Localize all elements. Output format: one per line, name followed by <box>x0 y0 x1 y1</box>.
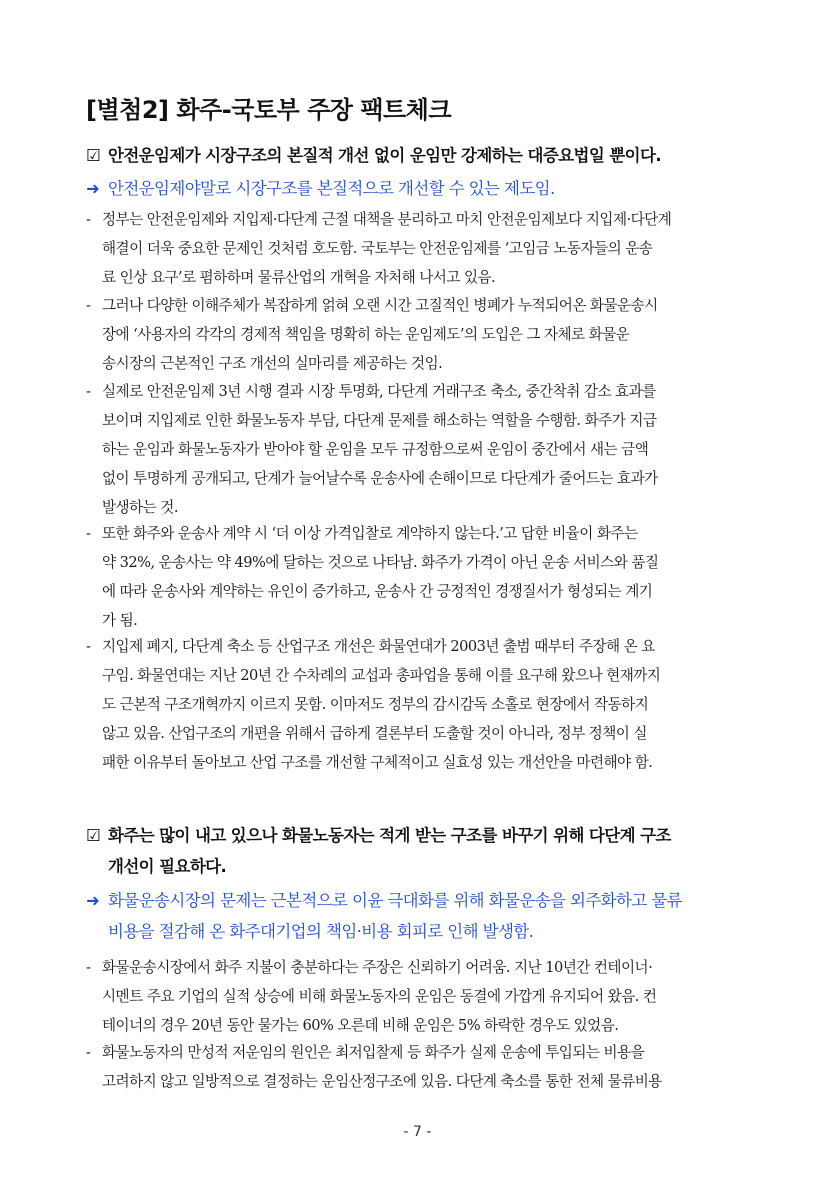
response-heading-2 <box>86 885 758 947</box>
paragraph-line: 정부는 안전운임제와 지입제·다단계 근절 대책을 분리하고 마치 안전운임제보다 지입제·다단계 <box>102 211 672 228</box>
paragraph <box>86 632 760 777</box>
checkbox-icon: ☑ <box>86 146 101 165</box>
dash-bullet: - <box>86 1044 91 1061</box>
paragraph-line: 장에 ‘사용자의 각각의 경제적 책임을 명확히 하는 운임제도’의 도입은 그 자체로 화물운 <box>102 326 630 343</box>
paragraph-line: 약 32%, 운송사는 약 49%에 달하는 것으로 나타남. 화주가 가격이 아닌 운송 서비스와 품질 <box>102 554 659 571</box>
paragraph-line: 하는 운임과 화물노동자가 받아야 할 운임을 모두 규정함으로써 운임이 중간에서 새는 금액 <box>102 441 649 458</box>
response-line: 안전운임제야말로 시장구조를 본질적으로 개선할 수 있는 제도임. <box>108 179 555 198</box>
paragraph-line: 가 됨. <box>102 612 138 629</box>
paragraph-line: 고려하지 않고 일방적으로 결정하는 운임산정구조에 있음. 다단계 축소를 통한 전체 물류비용 <box>102 1073 662 1090</box>
paragraph-line: 실제로 안전운임제 3년 시행 결과 시장 투명화, 다단계 거래구조 축소, 중간착취 감소 효과를 <box>102 383 656 400</box>
paragraph-line: 도 근본적 구조개혁까지 이르지 못함. 이마저도 정부의 감시감독 소홀로 현장에서 작동하지 <box>102 696 649 713</box>
paragraph-line: 없이 투명하게 공개되고, 단계가 늘어날수록 운송사에 손해이므로 다단계가 줄어드는 효과가 <box>102 470 658 487</box>
dash-bullet: - <box>86 211 91 228</box>
response-line: 비용을 절감해 온 화주대기업의 책임·비용 회피로 인해 발생함. <box>108 922 534 941</box>
dash-bullet: - <box>86 383 91 400</box>
paragraph-line: 해결이 더욱 중요한 문제인 것처럼 호도함. 국토부는 안전운임제를 ‘고임금 노동자들의 운송 <box>102 240 653 257</box>
paragraph <box>86 953 760 1040</box>
paragraph-line: 그러나 다양한 이해주체가 복잡하게 얽혀 오랜 시간 고질적인 병폐가 누적되어온 화물운송시 <box>102 297 658 314</box>
dash-bullet: - <box>86 297 91 314</box>
paragraph <box>86 377 760 522</box>
claim-heading-1 <box>86 140 754 171</box>
paragraph-line: 발생하는 것. <box>102 499 178 516</box>
page-title: [별첨2] 화주-국토부 주장 팩트체크 <box>86 96 452 124</box>
paragraph-line: 료 인상 요구’로 폄하하며 물류산업의 개혁을 자처해 나서고 있음. <box>102 269 496 286</box>
paragraph-line: 구임. 화물연대는 지난 20년 간 수차례의 교섭과 총파업을 통해 이를 요구해 왔으나 현재까지 <box>102 667 661 684</box>
paragraph-line: 화물운송시장에서 화주 지불이 충분하다는 주장은 신뢰하기 어려움. 지난 10년간 컨테이너· <box>102 959 653 976</box>
arrow-right-icon: ➜ <box>86 179 100 198</box>
paragraph-line: 시멘트 주요 기업의 실적 상승에 비해 화물노동자의 운임은 동결에 가깝게 유지되어 왔음. 컨 <box>102 988 657 1005</box>
claim-text: 개선이 필요하다. <box>108 857 227 876</box>
paragraph <box>86 205 760 292</box>
paragraph <box>86 291 760 378</box>
response-line: 화물운송시장의 문제는 근본적으로 이윤 극대화를 위해 화물운송을 외주화하고 물류 <box>108 891 683 910</box>
paragraph <box>86 1038 760 1096</box>
claim-heading-2 <box>86 820 754 882</box>
paragraph-line: 화물노동자의 만성적 저운임의 원인은 최저입찰제 등 화주가 실제 운송에 투입되는 비용을 <box>102 1044 645 1061</box>
checkbox-icon: ☑ <box>86 826 101 845</box>
paragraph-line: 에 따라 운송사와 계약하는 유인이 증가하고, 운송사 간 긍정적인 경쟁질서가 형성되는 계기 <box>102 583 653 600</box>
dash-bullet: - <box>86 638 91 655</box>
paragraph-line: 패한 이유부터 돌아보고 산업 구조를 개선할 구체적이고 실효성 있는 개선안을 마련해야 함. <box>102 754 653 771</box>
dash-bullet: - <box>86 959 91 976</box>
arrow-right-icon: ➜ <box>86 891 100 910</box>
paragraph-line: 또한 화주와 운송사 계약 시 ‘더 이상 가격입찰로 계약하지 않는다.’고 답한 비율이 화주는 <box>102 525 638 542</box>
paragraph-line: 지입제 폐지, 다단계 축소 등 산업구조 개선은 화물연대가 2003년 출범 때부터 주장해 온 요 <box>102 638 655 655</box>
paragraph-line: 테이너의 경우 20년 동안 물가는 60% 오른데 비해 운임은 5% 하락한 경우도 있었음. <box>102 1017 619 1034</box>
page-number: - 7 - <box>403 1124 432 1140</box>
paragraph <box>86 519 760 635</box>
claim-text: 안전운임제가 시장구조의 본질적 개선 없이 운임만 강제하는 대증요법일 뿐이다. <box>108 146 662 165</box>
claim-text: 화주는 많이 내고 있으나 화물노동자는 적게 받는 구조를 바꾸기 위해 다단계 구조 <box>108 826 671 845</box>
paragraph-line: 않고 있음. 산업구조의 개편을 위해서 급하게 결론부터 도출할 것이 아니라, 정부 정책이 실 <box>102 725 647 742</box>
response-heading-1 <box>86 173 758 204</box>
paragraph-line: 송시장의 근본적인 구조 개선의 실마리를 제공하는 것임. <box>102 355 443 372</box>
dash-bullet: - <box>86 525 91 542</box>
paragraph-line: 보이며 지입제로 인한 화물노동자 부담, 다단계 문제를 해소하는 역할을 수행함. 화주가 지급 <box>102 412 657 429</box>
